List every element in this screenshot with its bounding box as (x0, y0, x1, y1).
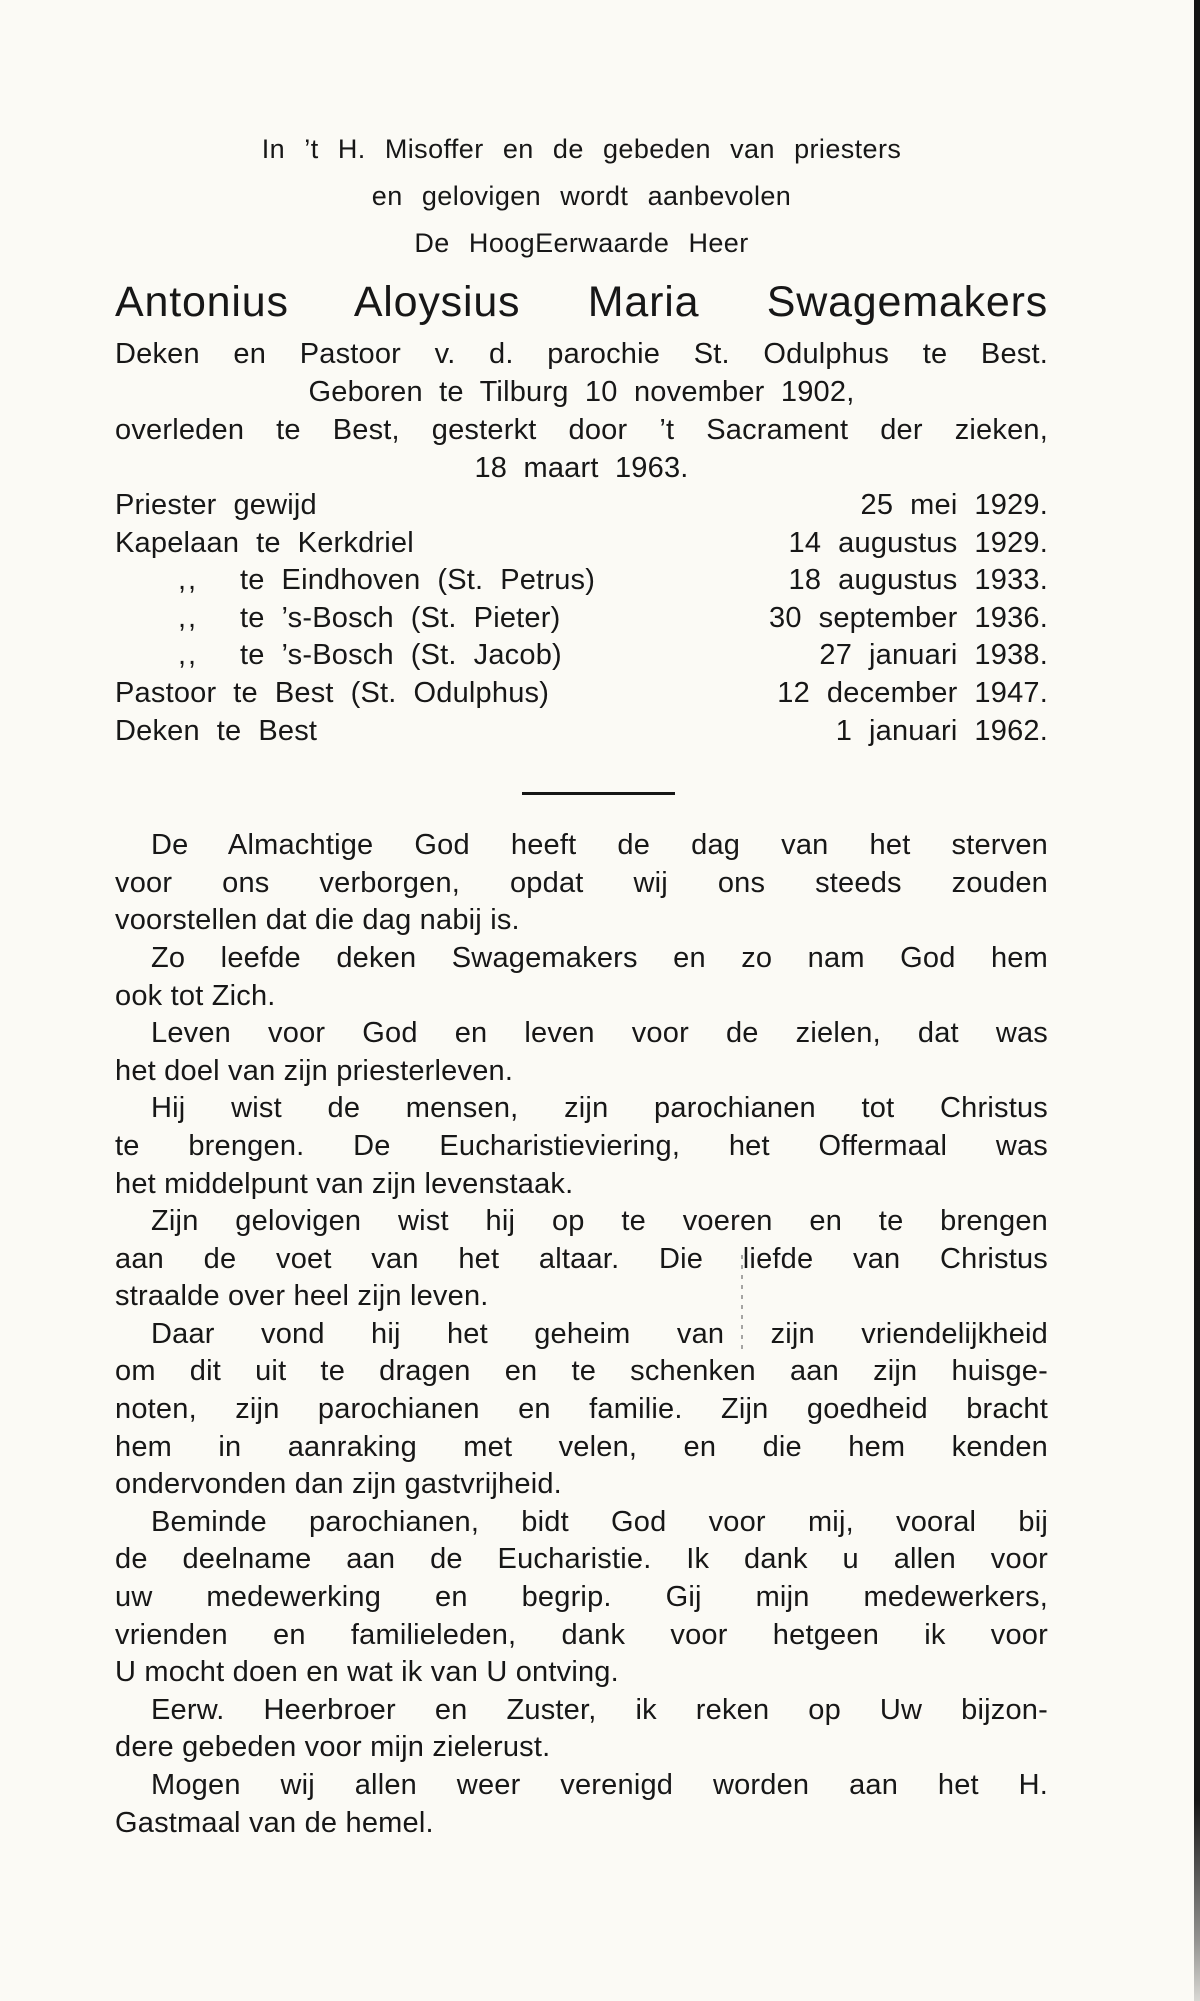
card-content (115, 0, 1048, 1842)
body-line: Zo leefde deken Swagemakers en zo nam God hem (151, 941, 1048, 974)
career-role: ,, te ’s-Bosch (St. Pieter) (115, 600, 769, 638)
body-line: voorstellen dat die dag nabij is. (115, 904, 520, 937)
career-row (115, 675, 1048, 713)
career-row (115, 487, 1048, 525)
body-line: aan de voet van het altaar. Die liefde van Christus (115, 1242, 1048, 1275)
body-line: ook tot Zich. (115, 979, 276, 1012)
career-row (115, 713, 1048, 751)
body-line: het middelpunt van zijn levenstaak. (115, 1167, 574, 1200)
career-role: Kapelaan te Kerkdriel (115, 526, 414, 559)
body-line: Hij wist de mensen, zijn parochianen tot Christus (151, 1092, 1048, 1125)
header-line-3: De HoogEerwaarde Heer (414, 228, 749, 258)
body-line: ondervonden dan zijn gastvrijheid. (115, 1468, 562, 1501)
intro-died-line: overleden te Best, gesterkt door ’t Sacrament der zieken, (115, 414, 1048, 446)
body-line: De Almachtige God heeft de dag van het sterven (151, 829, 1048, 862)
body-line: Daar vond hij het geheim van zijn vriendelijkheid (151, 1317, 1048, 1350)
body-line: Mogen wij allen weer verenigd worden aan het H. (151, 1769, 1048, 1801)
ditto-mark: ,, (178, 639, 199, 672)
body-line: de deelname aan de Eucharistie. Ik dank u allen voor (115, 1543, 1048, 1576)
career-date: 14 augustus 1929. (788, 526, 1048, 559)
career-row (115, 637, 1048, 675)
intro (115, 335, 1048, 487)
body-line: Beminde parochianen, bidt God voor mij, vooral bij (151, 1505, 1048, 1538)
body-line: Eerw. Heerbroer en Zuster, ik reken op Uw bijzon- (151, 1693, 1048, 1726)
body-line: U mocht doen en wat ik van U ontving. (115, 1656, 619, 1689)
body-line: hem in aanraking met velen, en die hem kenden (115, 1430, 1048, 1463)
career-date: 30 september 1936. (769, 601, 1048, 634)
career-date: 18 augustus 1933. (788, 564, 1048, 597)
career-date: 1 januari 1962. (835, 714, 1048, 747)
intro-died-date: 18 maart 1963. (474, 452, 689, 484)
career-list (115, 487, 1048, 750)
career-role: ,, te Eindhoven (St. Petrus) (115, 562, 789, 600)
body-line: voor ons verborgen, opdat wij ons steeds zouden (115, 866, 1048, 899)
intro-born-line: Geboren te Tilburg 10 november 1902, (308, 376, 855, 408)
career-row (115, 600, 1048, 638)
ditto-mark: ,, (178, 601, 199, 634)
intro-title-line: Deken en Pastoor v. d. parochie St. Odulphus te Best. (115, 338, 1048, 370)
career-role: Priester gewijd (115, 489, 317, 521)
body-line: Gastmaal van de hemel. (115, 1806, 434, 1839)
career-row (115, 562, 1048, 600)
header-line-1: In ’t H. Misoffer en de gebeden van priesters (261, 134, 902, 164)
header-line-2: en gelovigen wordt aanbevolen (371, 181, 792, 211)
header (115, 126, 1048, 267)
career-date: 27 januari 1938. (819, 639, 1048, 672)
scan-artifact-line (741, 1255, 743, 1355)
ditto-mark: ,, (178, 564, 199, 597)
deceased-name: Antonius Aloysius Maria Swagemakers (115, 278, 1048, 326)
body-line: straalde over heel zijn leven. (115, 1280, 489, 1313)
body-line: noten, zijn parochianen en familie. Zijn goedheid bracht (115, 1393, 1048, 1426)
memorial-text (115, 827, 1048, 1842)
career-role: ,, te ’s-Bosch (St. Jacob) (115, 637, 819, 675)
divider-rule (522, 792, 675, 795)
body-line: om dit uit te dragen en te schenken aan zijn huisge- (115, 1355, 1048, 1388)
career-date: 12 december 1947. (777, 676, 1048, 709)
body-line: uw medewerking en begrip. Gij mijn medewerkers, (115, 1581, 1048, 1614)
scan-edge-strip (1194, 0, 1200, 2001)
body-line: vrienden en familieleden, dank voor hetgeen ik voor (115, 1618, 1048, 1651)
body-line: dere gebeden voor mijn zielerust. (115, 1731, 551, 1764)
career-role: Deken te Best (115, 714, 318, 747)
career-role: Pastoor te Best (St. Odulphus) (115, 676, 550, 709)
career-row (115, 525, 1048, 563)
body-line: Leven voor God en leven voor de zielen, dat was (151, 1017, 1048, 1050)
body-line: te brengen. De Eucharistieviering, het Offermaal was (115, 1129, 1048, 1162)
body-line: Zijn gelovigen wist hij op te voeren en te brengen (151, 1205, 1048, 1238)
body-line: het doel van zijn priesterleven. (115, 1054, 514, 1087)
career-date: 25 mei 1929. (860, 489, 1048, 521)
